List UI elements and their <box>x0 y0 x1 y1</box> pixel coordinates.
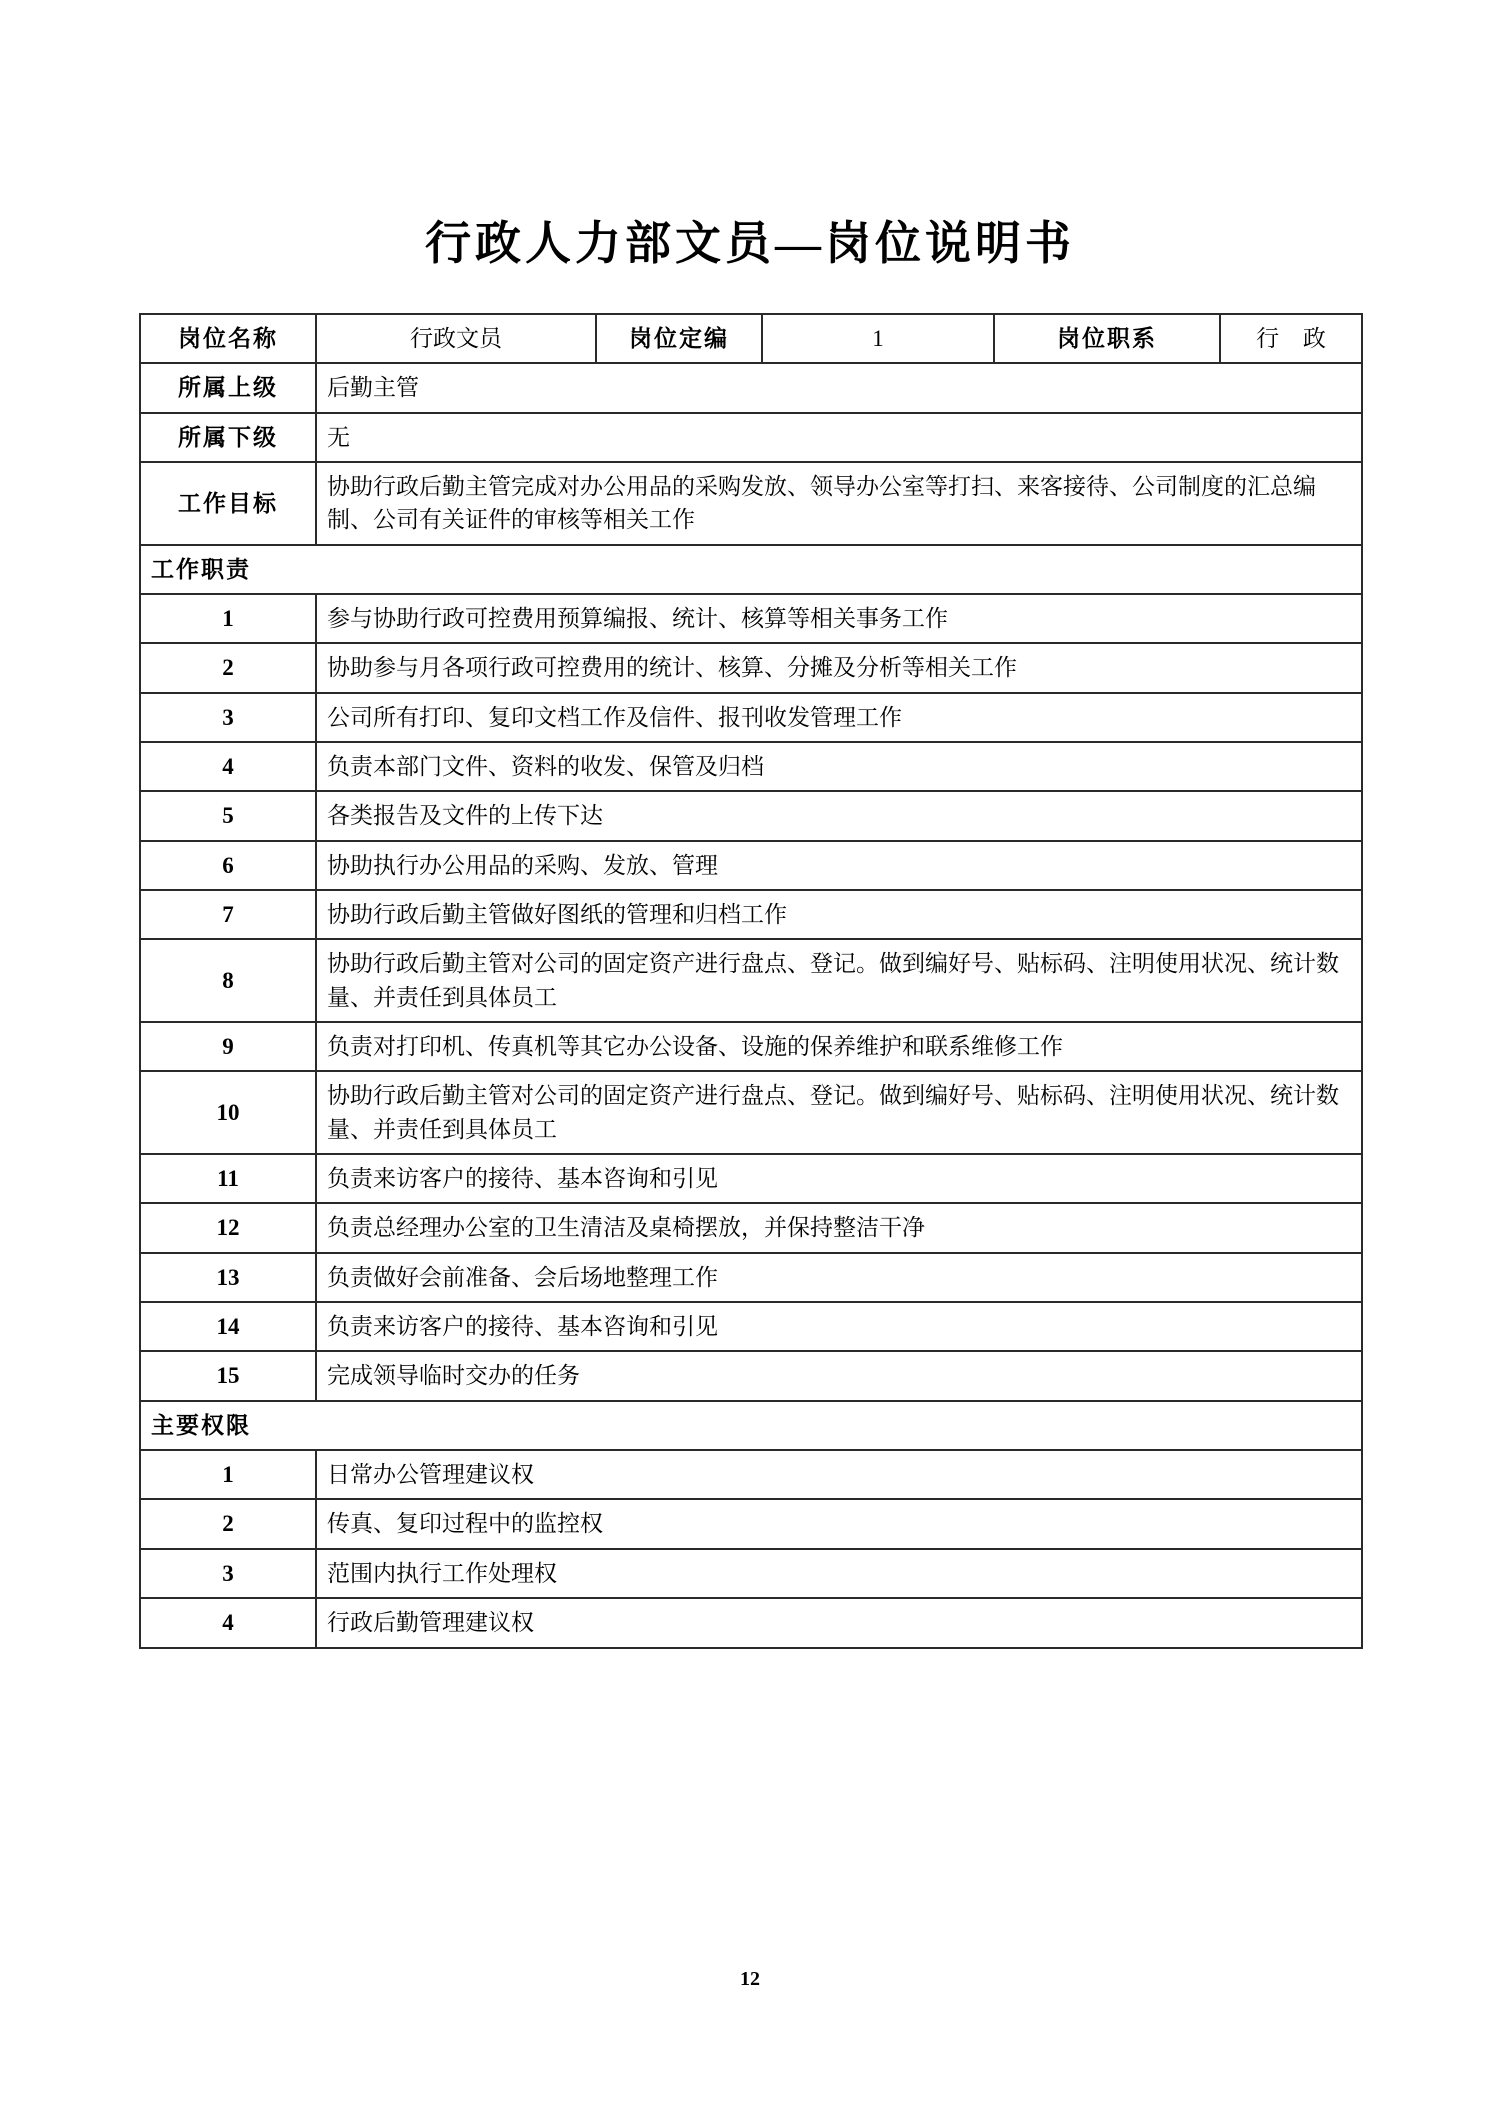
table-row <box>140 841 1362 890</box>
work-goal-label: 工作目标 <box>140 462 316 545</box>
duty-text: 各类报告及文件的上传下达 <box>316 791 1362 840</box>
table-row <box>140 1499 1362 1548</box>
duty-number: 10 <box>140 1071 316 1154</box>
table-row <box>140 1253 1362 1302</box>
duty-text: 协助参与月各项行政可控费用的统计、核算、分摊及分析等相关工作 <box>316 643 1362 692</box>
table-row-subordinate <box>140 413 1362 462</box>
authority-text: 传真、复印过程中的监控权 <box>316 1499 1362 1548</box>
table-body <box>140 314 1362 1648</box>
table-row <box>140 890 1362 939</box>
job-description-table <box>139 313 1363 1649</box>
duty-text: 协助执行办公用品的采购、发放、管理 <box>316 841 1362 890</box>
duty-number: 5 <box>140 791 316 840</box>
authority-text: 日常办公管理建议权 <box>316 1450 1362 1499</box>
duty-text: 负责来访客户的接待、基本咨询和引见 <box>316 1302 1362 1351</box>
position-name-value: 行政文员 <box>316 314 596 363</box>
authority-text: 范围内执行工作处理权 <box>316 1549 1362 1598</box>
table-row <box>140 1302 1362 1351</box>
work-goal-value: 协助行政后勤主管完成对办公用品的采购发放、领导办公室等打扫、来客接待、公司制度的汇总编制、公司有关证件的审核等相关工作 <box>316 462 1362 545</box>
table-row-work-goal <box>140 462 1362 545</box>
table-row <box>140 1549 1362 1598</box>
table-row <box>140 693 1362 742</box>
superior-value: 后勤主管 <box>316 363 1362 412</box>
duty-text: 协助行政后勤主管对公司的固定资产进行盘点、登记。做到编好号、贴标码、注明使用状况、统计数量、并责任到具体员工 <box>316 939 1362 1022</box>
duty-text: 完成领导临时交办的任务 <box>316 1351 1362 1400</box>
duty-text: 负责总经理办公室的卫生清洁及桌椅摆放，并保持整洁干净 <box>316 1203 1362 1252</box>
subordinate-value: 无 <box>316 413 1362 462</box>
table-row <box>140 939 1362 1022</box>
headcount-label: 岗位定编 <box>596 314 762 363</box>
duty-number: 6 <box>140 841 316 890</box>
duty-number: 14 <box>140 1302 316 1351</box>
duty-text: 参与协助行政可控费用预算编报、统计、核算等相关事务工作 <box>316 594 1362 643</box>
duty-text: 协助行政后勤主管做好图纸的管理和归档工作 <box>316 890 1362 939</box>
duty-number: 7 <box>140 890 316 939</box>
section-header-duties <box>140 545 1362 594</box>
duty-text: 公司所有打印、复印文档工作及信件、报刊收发管理工作 <box>316 693 1362 742</box>
position-name-label: 岗位名称 <box>140 314 316 363</box>
headcount-value: 1 <box>762 314 994 363</box>
table-row-superior <box>140 363 1362 412</box>
table-row <box>140 594 1362 643</box>
duty-number: 15 <box>140 1351 316 1400</box>
authority-number: 4 <box>140 1598 316 1647</box>
job-family-label: 岗位职系 <box>994 314 1220 363</box>
table-row <box>140 1071 1362 1154</box>
table-row <box>140 643 1362 692</box>
table-row <box>140 791 1362 840</box>
table-row <box>140 1351 1362 1400</box>
duty-text: 负责对打印机、传真机等其它办公设备、设施的保养维护和联系维修工作 <box>316 1022 1362 1071</box>
duty-number: 2 <box>140 643 316 692</box>
duty-number: 9 <box>140 1022 316 1071</box>
authority-number: 3 <box>140 1549 316 1598</box>
duty-number: 8 <box>140 939 316 1022</box>
duty-text: 负责来访客户的接待、基本咨询和引见 <box>316 1154 1362 1203</box>
duty-number: 12 <box>140 1203 316 1252</box>
superior-label: 所属上级 <box>140 363 316 412</box>
authority-number: 1 <box>140 1450 316 1499</box>
table-row <box>140 742 1362 791</box>
section-header-authorities <box>140 1401 1362 1450</box>
table-row <box>140 1598 1362 1647</box>
authority-text: 行政后勤管理建议权 <box>316 1598 1362 1647</box>
duty-text: 协助行政后勤主管对公司的固定资产进行盘点、登记。做到编好号、贴标码、注明使用状况、统计数量、并责任到具体员工 <box>316 1071 1362 1154</box>
table-row <box>140 1022 1362 1071</box>
duty-text: 负责本部门文件、资料的收发、保管及归档 <box>316 742 1362 791</box>
page-number: 12 <box>740 1968 760 1990</box>
duty-number: 13 <box>140 1253 316 1302</box>
job-description-table-wrapper <box>139 271 1361 1649</box>
duties-section-title: 工作职责 <box>140 545 1362 594</box>
table-row <box>140 1203 1362 1252</box>
duty-text: 负责做好会前准备、会后场地整理工作 <box>316 1253 1362 1302</box>
authorities-section-title: 主要权限 <box>140 1401 1362 1450</box>
table-row-position-info <box>140 314 1362 363</box>
duty-number: 11 <box>140 1154 316 1203</box>
authority-number: 2 <box>140 1499 316 1548</box>
job-family-value: 行 政 <box>1220 314 1362 363</box>
table-row <box>140 1450 1362 1499</box>
table-row <box>140 1154 1362 1203</box>
duty-number: 3 <box>140 693 316 742</box>
duty-number: 4 <box>140 742 316 791</box>
duty-number: 1 <box>140 594 316 643</box>
subordinate-label: 所属下级 <box>140 413 316 462</box>
page-title: 行政人力部文员—岗位说明书 <box>425 218 1075 269</box>
